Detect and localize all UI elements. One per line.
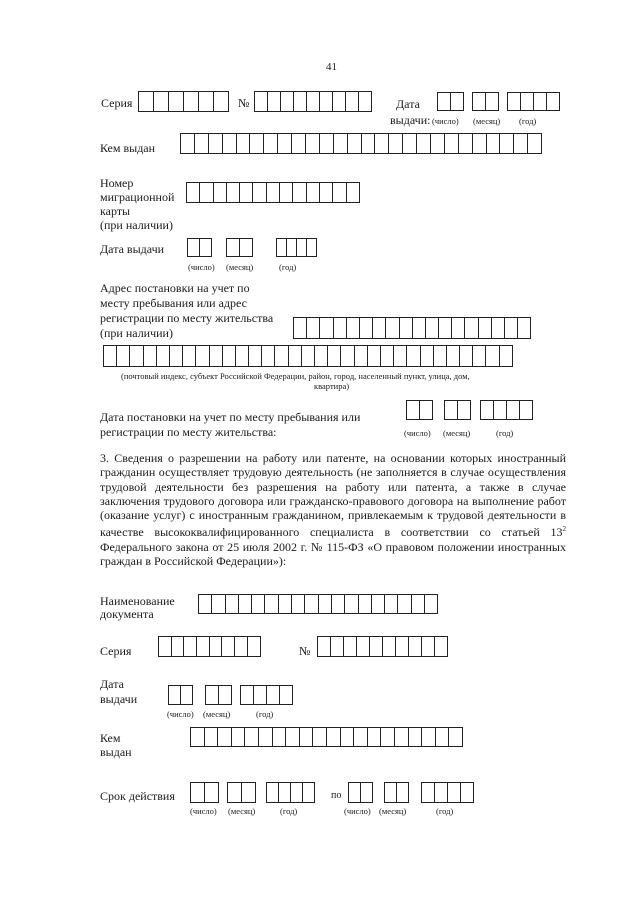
- input-cell[interactable]: [279, 182, 293, 203]
- input-cell[interactable]: [546, 92, 560, 111]
- input-cell[interactable]: [241, 782, 256, 803]
- input-cell[interactable]: [367, 727, 382, 747]
- input-cell[interactable]: [331, 594, 345, 614]
- input-cell[interactable]: [411, 594, 425, 614]
- input-cell[interactable]: [211, 594, 225, 614]
- input-cell[interactable]: [116, 345, 130, 367]
- input-cell[interactable]: [305, 133, 320, 154]
- input-cell[interactable]: [346, 182, 360, 203]
- section3-superscript: 2: [562, 525, 566, 534]
- input-cell[interactable]: [248, 345, 262, 367]
- permit-series-cells[interactable]: [158, 636, 261, 657]
- input-cell[interactable]: [266, 685, 280, 705]
- reg-year-cells[interactable]: [480, 400, 533, 420]
- page-number: 41: [326, 61, 337, 73]
- input-cell[interactable]: [353, 727, 368, 747]
- input-cell[interactable]: [396, 782, 409, 803]
- input-cell[interactable]: [412, 317, 426, 339]
- caption-year: (год): [519, 116, 537, 126]
- caption-month: (месяц): [473, 116, 501, 126]
- input-cell[interactable]: [225, 594, 239, 614]
- input-cell[interactable]: [425, 317, 439, 339]
- input-cell[interactable]: [285, 727, 300, 747]
- input-cell[interactable]: [367, 345, 381, 367]
- input-cell[interactable]: [457, 400, 471, 420]
- input-cell[interactable]: [158, 636, 172, 657]
- input-cell[interactable]: [447, 782, 461, 803]
- input-cell[interactable]: [507, 92, 521, 111]
- input-cell[interactable]: [306, 91, 320, 112]
- address-cells-row1[interactable]: [293, 317, 531, 339]
- input-cell[interactable]: [491, 317, 505, 339]
- input-cell[interactable]: [249, 133, 264, 154]
- address-label-4: (при наличии): [100, 326, 173, 340]
- input-cell[interactable]: [280, 91, 294, 112]
- input-cell[interactable]: [293, 317, 307, 339]
- input-cell[interactable]: [358, 91, 372, 112]
- input-cell[interactable]: [402, 133, 417, 154]
- reg-month-cells[interactable]: [444, 400, 471, 420]
- input-cell[interactable]: [319, 317, 333, 339]
- input-cell[interactable]: [254, 91, 268, 112]
- input-cell[interactable]: [504, 317, 518, 339]
- permit-year-cells[interactable]: [240, 685, 293, 705]
- input-cell[interactable]: [460, 782, 474, 803]
- input-cell[interactable]: [319, 133, 334, 154]
- input-cell[interactable]: [288, 345, 302, 367]
- input-cell[interactable]: [459, 345, 473, 367]
- input-cell[interactable]: [493, 400, 507, 420]
- input-cell[interactable]: [239, 238, 253, 257]
- input-cell[interactable]: [195, 345, 209, 367]
- docname-cells[interactable]: [198, 594, 438, 614]
- validity-from-year-cells[interactable]: [266, 782, 315, 803]
- input-cell[interactable]: [420, 345, 434, 367]
- input-cell[interactable]: [153, 91, 169, 112]
- caption-day: (число): [432, 116, 459, 126]
- input-cell[interactable]: [434, 636, 448, 657]
- input-cell[interactable]: [527, 133, 542, 154]
- migration-date-label: Дата выдачи: [100, 242, 165, 256]
- input-cell[interactable]: [226, 238, 240, 257]
- input-cell[interactable]: [448, 727, 463, 747]
- input-cell[interactable]: [235, 345, 249, 367]
- input-cell[interactable]: [416, 133, 431, 154]
- input-cell[interactable]: [380, 345, 394, 367]
- input-cell[interactable]: [317, 636, 331, 657]
- input-cell[interactable]: [499, 345, 513, 367]
- reg-caption-month: (месяц): [443, 428, 471, 438]
- migration-caption-day: (число): [188, 262, 215, 272]
- input-cell[interactable]: [272, 727, 287, 747]
- input-cell[interactable]: [506, 400, 520, 420]
- address-label-1: Адрес постановки на учет по: [100, 281, 250, 295]
- input-cell[interactable]: [464, 317, 478, 339]
- input-cell[interactable]: [198, 594, 212, 614]
- input-cell[interactable]: [244, 727, 259, 747]
- input-cell[interactable]: [252, 182, 266, 203]
- input-cell[interactable]: [326, 727, 341, 747]
- input-cell[interactable]: [264, 594, 278, 614]
- number-cells[interactable]: [254, 91, 372, 112]
- input-cell[interactable]: [485, 92, 499, 111]
- input-cell[interactable]: [196, 636, 210, 657]
- permit-date-label-1: Дата: [100, 677, 124, 691]
- input-cell[interactable]: [183, 91, 199, 112]
- input-cell[interactable]: [266, 182, 280, 203]
- input-cell[interactable]: [359, 317, 373, 339]
- reg-date-label-1: Дата постановки на учет по месту пребывания или: [100, 410, 361, 424]
- input-cell[interactable]: [247, 636, 261, 657]
- permit-month-cells[interactable]: [205, 685, 232, 705]
- input-cell[interactable]: [421, 782, 435, 803]
- input-cell[interactable]: [194, 133, 209, 154]
- input-cell[interactable]: [263, 133, 278, 154]
- input-cell[interactable]: [519, 400, 533, 420]
- input-cell[interactable]: [333, 133, 348, 154]
- input-cell[interactable]: [304, 594, 318, 614]
- input-cell[interactable]: [277, 133, 292, 154]
- input-cell[interactable]: [444, 400, 458, 420]
- input-cell[interactable]: [450, 92, 464, 111]
- migration-label-4: (при наличии): [100, 218, 173, 232]
- reg-date-label-2: регистрации по месту жительства:: [100, 425, 277, 439]
- input-cell[interactable]: [472, 92, 486, 111]
- input-cell[interactable]: [340, 345, 354, 367]
- input-cell[interactable]: [199, 182, 213, 203]
- issue-day-cells[interactable]: [437, 92, 464, 111]
- permit-caption-year: (год): [256, 709, 274, 719]
- input-cell[interactable]: [314, 345, 328, 367]
- input-cell[interactable]: [472, 345, 486, 367]
- input-cell[interactable]: [208, 133, 223, 154]
- input-cell[interactable]: [533, 92, 547, 111]
- input-cell[interactable]: [209, 636, 223, 657]
- input-cell[interactable]: [253, 685, 267, 705]
- input-cell[interactable]: [340, 727, 355, 747]
- input-cell[interactable]: [213, 182, 227, 203]
- validity-to-caption-month: (месяц): [379, 806, 407, 816]
- input-cell[interactable]: [180, 133, 195, 154]
- input-cell[interactable]: [251, 594, 265, 614]
- input-cell[interactable]: [513, 133, 528, 154]
- series-cells[interactable]: [138, 91, 229, 112]
- permit-issued-label-1: Кем: [100, 731, 121, 745]
- docname-label-1: Наименование: [100, 594, 175, 608]
- permit-number-label: №: [299, 644, 311, 658]
- input-cell[interactable]: [319, 91, 333, 112]
- input-cell[interactable]: [485, 345, 499, 367]
- issued-by-label: Кем выдан: [100, 141, 156, 155]
- input-cell[interactable]: [406, 400, 420, 420]
- input-cell[interactable]: [279, 685, 293, 705]
- migration-day-cells[interactable]: [187, 238, 212, 257]
- input-cell[interactable]: [361, 133, 376, 154]
- input-cell[interactable]: [180, 685, 193, 705]
- input-cell[interactable]: [221, 636, 235, 657]
- input-cell[interactable]: [478, 317, 492, 339]
- permit-caption-day: (число): [167, 709, 194, 719]
- permit-series-label: Серия: [100, 644, 132, 658]
- input-cell[interactable]: [520, 92, 534, 111]
- address-cells-row2[interactable]: [103, 345, 513, 367]
- migration-year-cells[interactable]: [276, 238, 317, 257]
- series-label: Серия: [101, 96, 133, 110]
- input-cell[interactable]: [333, 317, 347, 339]
- input-cell[interactable]: [380, 727, 395, 747]
- input-cell[interactable]: [480, 400, 494, 420]
- input-cell[interactable]: [395, 636, 409, 657]
- input-cell[interactable]: [369, 636, 383, 657]
- validity-to-month-cells[interactable]: [384, 782, 409, 803]
- permit-issued-label-2: выдан: [100, 745, 132, 759]
- input-cell[interactable]: [343, 636, 357, 657]
- input-cell[interactable]: [406, 345, 420, 367]
- validity-from-day-cells[interactable]: [190, 782, 219, 803]
- input-cell[interactable]: [182, 345, 196, 367]
- input-cell[interactable]: [198, 91, 214, 112]
- input-cell[interactable]: [205, 685, 219, 705]
- permit-issued-cells[interactable]: [190, 727, 463, 747]
- input-cell[interactable]: [388, 133, 403, 154]
- input-cell[interactable]: [347, 133, 362, 154]
- input-cell[interactable]: [226, 182, 240, 203]
- input-cell[interactable]: [424, 594, 438, 614]
- input-cell[interactable]: [446, 345, 460, 367]
- input-cell[interactable]: [291, 133, 306, 154]
- number-label: №: [238, 96, 250, 110]
- address-caption-1: (почтовый индекс, субъект Российской Федерации, район, город, населенный пункт, улица, дом,: [121, 371, 470, 381]
- input-cell[interactable]: [240, 685, 254, 705]
- input-cell[interactable]: [292, 182, 306, 203]
- validity-from-caption-day: (число): [190, 806, 217, 816]
- input-cell[interactable]: [168, 91, 184, 112]
- reg-caption-year: (год): [496, 428, 514, 438]
- input-cell[interactable]: [332, 91, 346, 112]
- docname-label-2: документа: [100, 607, 154, 621]
- migration-number-cells[interactable]: [186, 182, 360, 203]
- input-cell[interactable]: [190, 782, 205, 803]
- input-cell[interactable]: [234, 636, 248, 657]
- input-cell[interactable]: [472, 133, 487, 154]
- reg-day-cells[interactable]: [406, 400, 433, 420]
- input-cell[interactable]: [330, 636, 344, 657]
- input-cell[interactable]: [239, 182, 253, 203]
- input-cell[interactable]: [371, 594, 385, 614]
- input-cell[interactable]: [419, 400, 433, 420]
- input-cell[interactable]: [517, 317, 531, 339]
- permit-date-label-2: выдачи: [100, 692, 138, 706]
- input-cell[interactable]: [186, 182, 200, 203]
- input-cell[interactable]: [345, 91, 359, 112]
- validity-to-label: по: [331, 790, 342, 801]
- input-cell[interactable]: [217, 727, 232, 747]
- input-cell[interactable]: [267, 91, 281, 112]
- input-cell[interactable]: [306, 182, 320, 203]
- input-cell[interactable]: [421, 727, 436, 747]
- input-cell[interactable]: [394, 727, 409, 747]
- input-cell[interactable]: [344, 594, 358, 614]
- migration-month-cells[interactable]: [226, 238, 253, 257]
- migration-caption-year: (год): [279, 262, 297, 272]
- reg-caption-day: (число): [404, 428, 431, 438]
- permit-number-cells[interactable]: [317, 636, 448, 657]
- validity-from-caption-year: (год): [280, 806, 298, 816]
- input-cell[interactable]: [227, 782, 242, 803]
- input-cell[interactable]: [190, 727, 205, 747]
- input-cell[interactable]: [438, 317, 452, 339]
- input-cell[interactable]: [293, 91, 307, 112]
- issued-by-cells[interactable]: [180, 133, 542, 154]
- input-cell[interactable]: [421, 636, 435, 657]
- input-cell[interactable]: [399, 317, 413, 339]
- input-cell[interactable]: [499, 133, 514, 154]
- input-cell[interactable]: [356, 636, 370, 657]
- input-cell[interactable]: [183, 636, 197, 657]
- input-cell[interactable]: [382, 636, 396, 657]
- input-cell[interactable]: [397, 594, 411, 614]
- input-cell[interactable]: [332, 182, 346, 203]
- input-cell[interactable]: [434, 782, 448, 803]
- validity-label: Срок действия: [100, 789, 175, 803]
- input-cell[interactable]: [218, 685, 232, 705]
- validity-to-caption-day: (число): [344, 806, 371, 816]
- input-cell[interactable]: [327, 345, 341, 367]
- input-cell[interactable]: [138, 91, 154, 112]
- input-cell[interactable]: [222, 133, 237, 154]
- input-cell[interactable]: [169, 345, 183, 367]
- validity-from-month-cells[interactable]: [227, 782, 256, 803]
- input-cell[interactable]: [486, 133, 501, 154]
- input-cell[interactable]: [319, 182, 333, 203]
- validity-to-day-cells[interactable]: [348, 782, 373, 803]
- input-cell[interactable]: [435, 727, 450, 747]
- input-cell[interactable]: [393, 345, 407, 367]
- validity-from-caption-month: (месяц): [228, 806, 256, 816]
- section3-text: 3. Сведения о разрешении на работу или патенте, на основании которых иностранный гражданин осуществляет трудовую деятельность (не заполняется в случае осуществления трудовой деятельности без разрешения на работу или патента, а также в случае заключения трудового договора или гражданско-правового договора на выполнение работ (оказание услуг) с иностранным гражданином, привлекаемым к трудовой деятельности в качестве высококвалифицированного специалиста в соответствии со статьей 13: [100, 451, 566, 540]
- input-cell[interactable]: [143, 345, 157, 367]
- input-cell[interactable]: [430, 133, 445, 154]
- issue-month-cells[interactable]: [472, 92, 499, 111]
- input-cell[interactable]: [204, 782, 219, 803]
- issue-date-label-2: выдачи:: [390, 113, 431, 127]
- migration-caption-month: (месяц): [226, 262, 254, 272]
- input-cell[interactable]: [302, 782, 315, 803]
- issue-year-cells[interactable]: [507, 92, 560, 111]
- address-caption-2: квартира): [314, 381, 350, 391]
- migration-label-2: миграционной: [100, 190, 175, 204]
- input-cell[interactable]: [384, 594, 398, 614]
- input-cell[interactable]: [358, 594, 372, 614]
- input-cell[interactable]: [408, 727, 423, 747]
- input-cell[interactable]: [306, 238, 317, 257]
- address-label-2: месту пребывания или адрес: [100, 296, 247, 310]
- issue-date-label-1: Дата: [396, 97, 420, 111]
- input-cell[interactable]: [318, 594, 332, 614]
- input-cell[interactable]: [437, 92, 451, 111]
- section3-text-end: Федерального закона от 25 июля 2002 г. № 115-ФЗ «О правовом положении иностранных граждан в Российской Федерации»):: [100, 539, 566, 569]
- input-cell[interactable]: [299, 727, 314, 747]
- input-cell[interactable]: [199, 238, 212, 257]
- input-cell[interactable]: [354, 345, 368, 367]
- input-cell[interactable]: [129, 345, 143, 367]
- input-cell[interactable]: [278, 594, 292, 614]
- input-cell[interactable]: [213, 91, 229, 112]
- validity-to-caption-year: (год): [436, 806, 454, 816]
- input-cell[interactable]: [451, 317, 465, 339]
- input-cell[interactable]: [346, 317, 360, 339]
- input-cell[interactable]: [360, 782, 373, 803]
- input-cell[interactable]: [204, 727, 219, 747]
- input-cell[interactable]: [274, 345, 288, 367]
- input-cell[interactable]: [306, 317, 320, 339]
- permit-caption-month: (месяц): [203, 709, 231, 719]
- address-label-3: регистрации по месту жительства: [100, 311, 274, 325]
- migration-label-3: карты: [100, 204, 131, 218]
- input-cell[interactable]: [258, 727, 273, 747]
- input-cell[interactable]: [171, 636, 185, 657]
- input-cell[interactable]: [408, 636, 422, 657]
- input-cell[interactable]: [458, 133, 473, 154]
- input-cell[interactable]: [209, 345, 223, 367]
- section3-paragraph: [100, 451, 566, 568]
- input-cell[interactable]: [301, 345, 315, 367]
- input-cell[interactable]: [156, 345, 170, 367]
- input-cell[interactable]: [231, 727, 246, 747]
- input-cell[interactable]: [236, 133, 251, 154]
- permit-day-cells[interactable]: [168, 685, 193, 705]
- input-cell[interactable]: [238, 594, 252, 614]
- input-cell[interactable]: [372, 317, 386, 339]
- input-cell[interactable]: [261, 345, 275, 367]
- input-cell[interactable]: [291, 594, 305, 614]
- migration-label-1: Номер: [100, 176, 134, 190]
- input-cell[interactable]: [385, 317, 399, 339]
- input-cell[interactable]: [103, 345, 117, 367]
- input-cell[interactable]: [222, 345, 236, 367]
- input-cell[interactable]: [433, 345, 447, 367]
- validity-to-year-cells[interactable]: [421, 782, 474, 803]
- input-cell[interactable]: [444, 133, 459, 154]
- input-cell[interactable]: [374, 133, 389, 154]
- input-cell[interactable]: [312, 727, 327, 747]
